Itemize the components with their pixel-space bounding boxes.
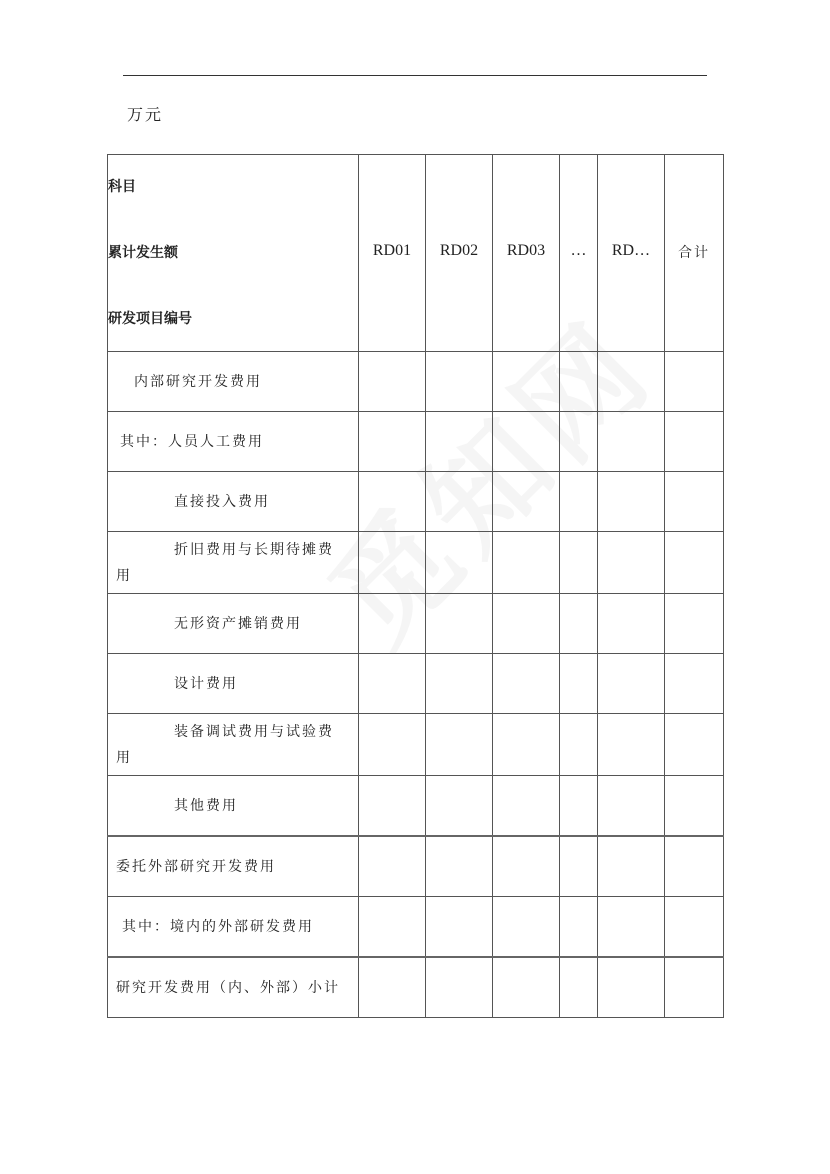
table-cell[interactable] [560,776,598,837]
table-cell[interactable] [359,776,426,837]
table-cell[interactable] [426,897,493,958]
table-cell[interactable] [493,776,560,837]
table-cell[interactable] [426,532,493,594]
table-cell[interactable] [493,957,560,1018]
table-cell[interactable] [560,836,598,897]
watermark: 觅知网 [305,296,680,671]
table-header-row [108,155,724,352]
row-label-depreciation-line2: 用 [116,567,132,584]
table-cell[interactable] [560,594,598,654]
table-cell[interactable] [426,957,493,1018]
row-label-equipment-testing [108,714,359,776]
table-cell[interactable] [598,776,665,837]
column-header-rd02: RD02 [426,155,493,352]
table-cell[interactable] [560,654,598,714]
table-row [108,776,724,837]
table-row [108,836,724,897]
table-cell[interactable] [560,714,598,776]
table-cell[interactable] [493,897,560,958]
table-cell[interactable] [665,594,724,654]
row-label-depreciation [108,532,359,594]
table-cell[interactable] [665,472,724,532]
column-header-rd-more: RD… [598,155,665,352]
table-cell[interactable] [560,352,598,412]
table-cell[interactable] [426,714,493,776]
row-label-equipment-testing-line1: 装备调试费用与试验费 [174,723,334,740]
header-corner-cell [108,155,359,352]
row-label-other: 其他费用 [108,776,359,837]
row-label-external-rd: 委托外部研究开发费用 [108,836,359,897]
row-label-subtotal: 研究开发费用（内、外部）小计 [108,957,359,1018]
row-label-equipment-testing-line2: 用 [116,749,132,766]
table-cell[interactable] [493,532,560,594]
unit-label: 万元 [127,105,164,124]
table-cell[interactable] [359,594,426,654]
column-header-rd01: RD01 [359,155,426,352]
table-cell[interactable] [359,654,426,714]
table-cell[interactable] [493,352,560,412]
table-cell[interactable] [560,532,598,594]
table-cell[interactable] [598,957,665,1018]
row-label-personnel: 其中：人员人工费用 [108,412,359,472]
column-header-ellipsis: … [560,155,598,352]
table-cell[interactable] [598,352,665,412]
row-label-domestic-external: 其中：境内的外部研发费用 [108,897,359,958]
table-cell[interactable] [598,472,665,532]
table-cell[interactable] [665,714,724,776]
table-cell[interactable] [598,714,665,776]
table-row [108,714,724,776]
table-cell[interactable] [560,897,598,958]
table-cell[interactable] [493,412,560,472]
table-row [108,654,724,714]
table-cell[interactable] [665,957,724,1018]
table-row [108,472,724,532]
table-cell[interactable] [359,714,426,776]
table-row [108,532,724,594]
table-cell[interactable] [493,836,560,897]
rd-expense-table [107,154,724,1018]
table-cell[interactable] [426,472,493,532]
table-cell[interactable] [359,957,426,1018]
table-cell[interactable] [665,654,724,714]
header-rule [123,75,707,76]
table-cell[interactable] [493,472,560,532]
table-cell[interactable] [598,594,665,654]
table-cell[interactable] [359,897,426,958]
table-cell[interactable] [598,654,665,714]
table-cell[interactable] [359,412,426,472]
table-cell[interactable] [665,412,724,472]
table-cell[interactable] [665,836,724,897]
table-row [108,897,724,958]
table-cell[interactable] [426,352,493,412]
table-cell[interactable] [493,654,560,714]
table-cell[interactable] [560,412,598,472]
column-header-total: 合计 [665,155,724,352]
row-label-intangible-amortization: 无形资产摊销费用 [108,594,359,654]
table-cell[interactable] [598,897,665,958]
header-label-cumulative: 累计发生额 [108,245,178,261]
table-cell[interactable] [598,836,665,897]
table-cell[interactable] [359,836,426,897]
table-cell[interactable] [426,594,493,654]
table-cell[interactable] [493,714,560,776]
table-cell[interactable] [665,532,724,594]
table-row [108,412,724,472]
table-cell[interactable] [560,472,598,532]
table-row [108,957,724,1018]
table-cell[interactable] [426,412,493,472]
table-cell[interactable] [359,352,426,412]
table-cell[interactable] [426,836,493,897]
header-label-project-no: 研发项目编号 [108,311,192,327]
table-cell[interactable] [665,352,724,412]
table-cell[interactable] [598,532,665,594]
table-row [108,352,724,412]
table-cell[interactable] [426,654,493,714]
row-label-direct-input: 直接投入费用 [108,472,359,532]
row-label-internal-rd: 内部研究开发费用 [108,352,359,412]
row-label-design: 设计费用 [108,654,359,714]
table-row [108,594,724,654]
table-cell[interactable] [665,776,724,837]
table-cell[interactable] [359,472,426,532]
column-header-rd03: RD03 [493,155,560,352]
row-label-depreciation-line1: 折旧费用与长期待摊费 [174,541,334,558]
table-cell[interactable] [493,594,560,654]
table-cell[interactable] [665,897,724,958]
header-label-subject: 科目 [108,179,136,195]
table-cell[interactable] [426,776,493,837]
table-cell[interactable] [560,957,598,1018]
table-cell[interactable] [598,412,665,472]
table-cell[interactable] [359,532,426,594]
